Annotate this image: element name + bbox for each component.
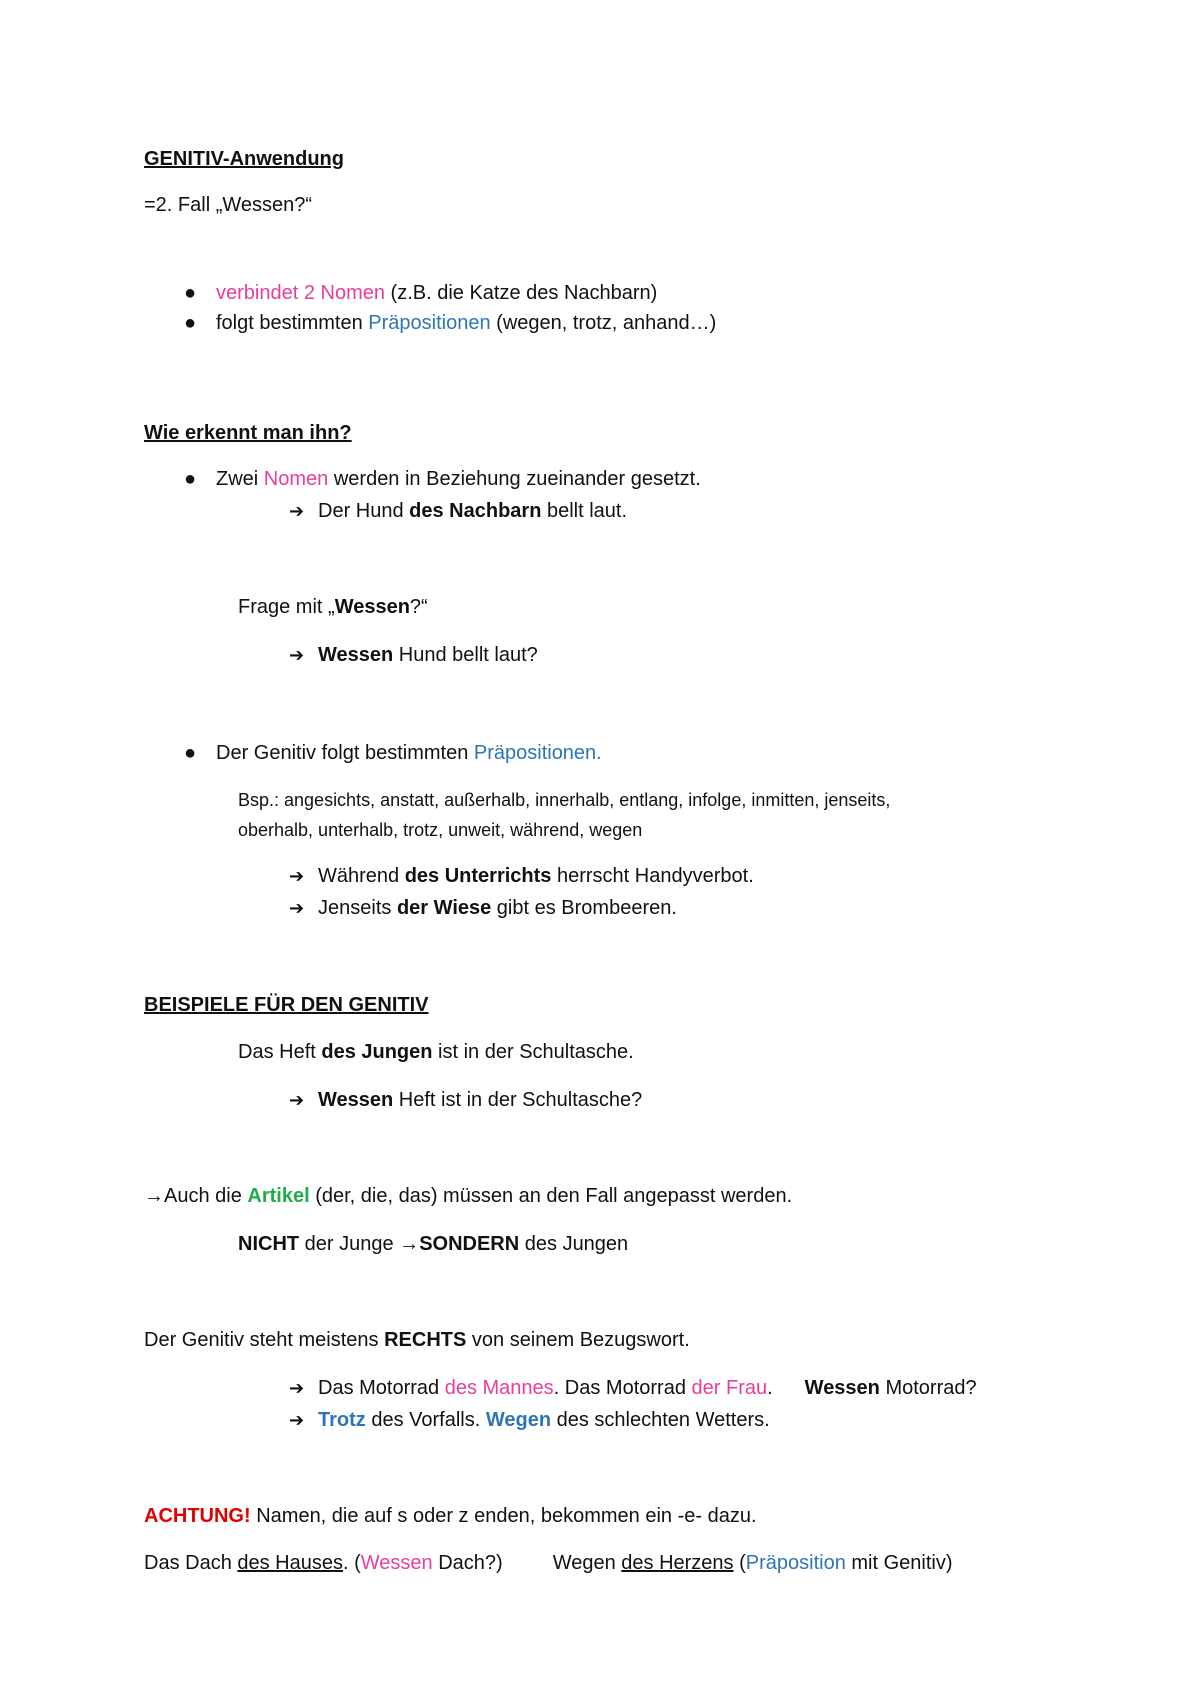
highlight-text: Präpositionen xyxy=(368,312,491,334)
highlight-text: Nomen xyxy=(263,468,329,490)
text: Das Dach xyxy=(144,1552,238,1574)
text: Während xyxy=(318,865,405,887)
bold-text: RECHTS xyxy=(384,1329,467,1351)
example-line xyxy=(318,498,627,524)
text: Das Heft xyxy=(238,1041,322,1063)
arrow-icon: ➔ xyxy=(289,1378,305,1398)
rechts-line xyxy=(144,1327,690,1353)
dach-line xyxy=(144,1550,953,1576)
page-title: GENITIV-Anwendung xyxy=(144,148,344,170)
bold-text: SONDERN xyxy=(419,1233,520,1255)
text: Motorrad? xyxy=(879,1377,977,1399)
bold-text: Wessen xyxy=(318,1089,394,1111)
text: Frage mit „ xyxy=(238,596,335,618)
text: Wegen xyxy=(552,1552,622,1574)
bold-text: des Unterrichts xyxy=(404,865,552,887)
text: Namen, die auf s oder z enden, bekommen ein -e- dazu. xyxy=(250,1505,757,1527)
bullet-icon: ● xyxy=(184,282,197,304)
text: Das Motorrad xyxy=(318,1377,445,1399)
text: (z.B. die Katze des Nachbarn) xyxy=(384,282,658,304)
recognize-bullet-1 xyxy=(216,466,701,492)
example-line xyxy=(318,642,538,668)
highlight-text: Artikel xyxy=(247,1185,310,1207)
section-heading-recognize: Wie erkennt man ihn? xyxy=(144,422,352,444)
preposition-list-line-2: oberhalb, unterhalb, trotz, unweit, während, wegen xyxy=(238,820,643,840)
arrow-icon: ➔ xyxy=(289,501,305,521)
bullet-icon: ● xyxy=(184,742,197,764)
text: . xyxy=(767,1377,773,1399)
highlight-text: der Frau xyxy=(691,1377,768,1399)
use-item-1 xyxy=(216,280,657,306)
text: bellt laut. xyxy=(541,500,628,522)
text: Hund bellt laut? xyxy=(393,644,538,666)
arrow-icon: ➔ xyxy=(289,866,305,886)
text: des schlechten Wetters. xyxy=(551,1409,770,1431)
text: (wegen, trotz, anhand…) xyxy=(490,312,717,334)
text: folgt bestimmten xyxy=(216,312,369,334)
text: . Das Motorrad xyxy=(553,1377,692,1399)
text: herrscht Handyverbot. xyxy=(551,865,754,887)
highlight-text: verbindet 2 Nomen xyxy=(216,282,385,304)
question-line xyxy=(238,594,428,620)
bold-text: des Nachbarn xyxy=(409,500,542,522)
highlight-text: Wegen xyxy=(485,1409,552,1431)
text: Dach?) xyxy=(432,1552,503,1574)
example-line xyxy=(318,863,754,889)
arrow-icon: ➔ xyxy=(289,898,305,918)
achtung-line xyxy=(144,1503,757,1529)
bold-text: Wessen xyxy=(334,596,410,618)
bold-text: der Wiese xyxy=(396,897,492,919)
highlight-text: Wessen xyxy=(360,1552,433,1574)
trotz-wegen-line xyxy=(318,1407,770,1433)
text: gibt es Brombeeren. xyxy=(491,897,677,919)
text: Der Hund xyxy=(318,500,410,522)
bullet-icon: ● xyxy=(184,312,197,334)
bullet-icon: ● xyxy=(184,468,197,490)
underlined-text: des Herzens xyxy=(621,1552,734,1574)
text: werden in Beziehung zueinander gesetzt. xyxy=(328,468,701,490)
text: →Auch die xyxy=(144,1185,248,1207)
text: ist in der Schultasche. xyxy=(432,1041,634,1063)
text: Der Genitiv folgt bestimmten xyxy=(216,742,474,764)
text: ( xyxy=(733,1552,746,1574)
text: des Jungen xyxy=(519,1233,629,1255)
nicht-sondern-line xyxy=(238,1231,628,1257)
artikel-line xyxy=(144,1183,792,1209)
text: des Vorfalls. xyxy=(365,1409,486,1431)
arrow-icon: ➔ xyxy=(289,645,305,665)
text: Zwei xyxy=(216,468,264,490)
underlined-text: des Hauses xyxy=(237,1552,343,1574)
bold-text: Wessen xyxy=(318,644,394,666)
highlight-text: Präpositionen. xyxy=(473,742,602,764)
arrow-icon: ➔ xyxy=(289,1410,305,1430)
text: mit Genitiv) xyxy=(845,1552,953,1574)
highlight-text: des Mannes xyxy=(444,1377,554,1399)
example-sentence xyxy=(238,1039,634,1065)
highlight-text: Trotz xyxy=(318,1409,366,1431)
preposition-list-line-1: Bsp.: angesichts, anstatt, außerhalb, innerhalb, entlang, infolge, inmitten, jenseits, xyxy=(238,790,891,810)
text: Heft ist in der Schultasche? xyxy=(393,1089,643,1111)
fall-line: =2. Fall „Wessen?“ xyxy=(144,194,313,216)
text: ?“ xyxy=(409,596,428,618)
text: von seinem Bezugswort. xyxy=(466,1329,690,1351)
recognize-bullet-2 xyxy=(216,740,602,766)
text: . ( xyxy=(343,1552,361,1574)
section-heading-examples: BEISPIELE FÜR DEN GENITIV xyxy=(144,994,429,1016)
example-line xyxy=(318,1087,642,1113)
text: Jenseits xyxy=(318,897,397,919)
bold-text: Wessen xyxy=(804,1377,880,1399)
highlight-text: Präposition xyxy=(745,1552,846,1574)
bold-text: des Jungen xyxy=(321,1041,433,1063)
use-item-2 xyxy=(216,310,716,336)
bold-text: NICHT xyxy=(238,1233,300,1255)
text: (der, die, das) müssen an den Fall angepasst werden. xyxy=(309,1185,793,1207)
example-line xyxy=(318,895,677,921)
text: der Junge → xyxy=(299,1233,420,1255)
motorrad-line xyxy=(318,1375,977,1401)
text: Der Genitiv steht meistens xyxy=(144,1329,385,1351)
warning-text: ACHTUNG! xyxy=(144,1505,251,1527)
arrow-icon: ➔ xyxy=(289,1090,305,1110)
